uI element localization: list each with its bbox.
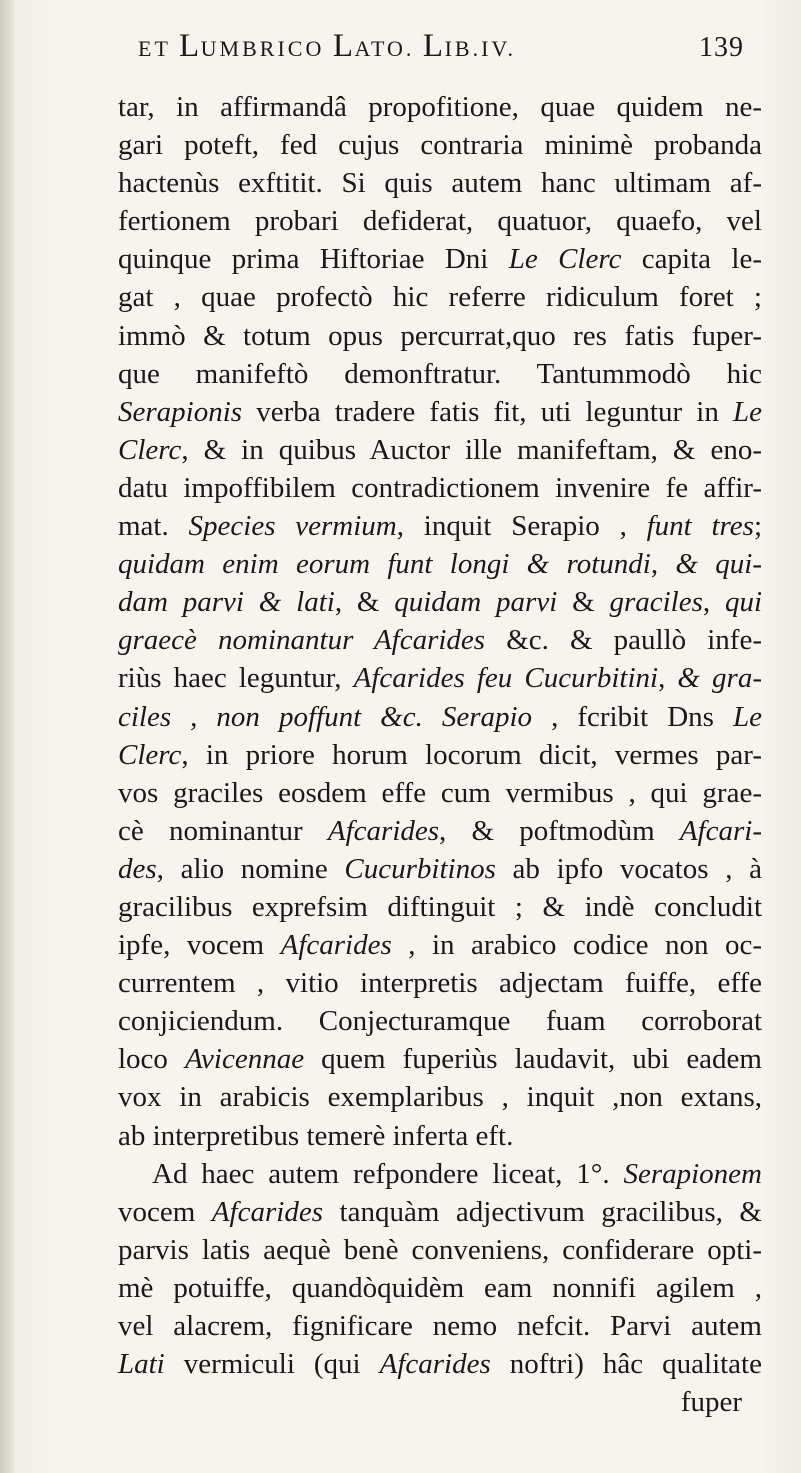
text-segment: datu impoffibilem contradictionem invenire fe affir- bbox=[118, 471, 762, 504]
text-segment: ; bbox=[753, 510, 762, 543]
text-segment: vermiculi (qui bbox=[164, 1348, 380, 1381]
text-segment: , & in quibus Auctor ille manifeftam, & eno- bbox=[181, 433, 762, 466]
italic-text: Clerc bbox=[118, 738, 182, 771]
text-segment: cè nominantur bbox=[118, 814, 328, 847]
italic-text: & qui- bbox=[675, 548, 762, 581]
italic-text: funt tres bbox=[646, 510, 754, 543]
text-segment: tanquàm adjectivum gracilibus, & bbox=[323, 1195, 762, 1228]
text-segment: gari poteft, fed cujus contraria minimè probanda bbox=[118, 129, 762, 162]
text-segment: , bbox=[658, 662, 678, 695]
italic-text: & gra- bbox=[677, 662, 763, 695]
italic-text: dam parvi & lati bbox=[118, 586, 335, 619]
title-prefix: ET bbox=[138, 36, 179, 61]
text-line bbox=[118, 621, 762, 659]
text-segment: tar, in affirmandâ propofitione, quae quidem ne- bbox=[118, 91, 762, 123]
title-initial-1: L bbox=[178, 28, 201, 64]
text-line bbox=[118, 583, 762, 621]
text-segment: & bbox=[557, 586, 610, 619]
text-segment: ab ipfo vocatos , à bbox=[495, 852, 762, 885]
text-segment: gracilibus exprefsim diftinguit ; & indè concludit bbox=[118, 890, 762, 923]
text-line bbox=[118, 964, 762, 1002]
text-segment: vel alacrem, fignificare nemo nefcit. Parvi autem bbox=[118, 1310, 762, 1342]
body-text bbox=[118, 88, 762, 1421]
text-line bbox=[118, 507, 762, 545]
italic-text: Cucurbitinos bbox=[344, 852, 496, 885]
text-line bbox=[118, 1345, 762, 1383]
title-initial-3: L bbox=[422, 28, 445, 64]
binding-edge bbox=[0, 0, 14, 1473]
text-segment: conjiciendum. Conjecturamque fuam corroborat bbox=[118, 1005, 762, 1038]
title-rest-2: ATO. bbox=[354, 36, 423, 61]
text-segment: riùs haec leguntur, bbox=[118, 662, 354, 695]
text-line bbox=[118, 1231, 762, 1269]
text-segment: vos graciles eosdem effe cum vermibus , qui grae- bbox=[118, 776, 762, 809]
italic-text: qui bbox=[724, 586, 762, 619]
italic-text: graecè nominantur Afcarides bbox=[118, 624, 486, 657]
text-line bbox=[118, 774, 762, 812]
text-segment: , in arabico codice non oc- bbox=[391, 929, 762, 962]
italic-text: Le Clerc bbox=[508, 243, 622, 276]
italic-text: des bbox=[118, 852, 157, 885]
title-rest-3: IB.IV. bbox=[444, 36, 516, 61]
page-number: 139 bbox=[699, 32, 744, 63]
text-segment: currentem , vitio interpretis adjectam fuiffe, effe bbox=[118, 967, 762, 1000]
italic-text: Afcarides feu Cucurbitini bbox=[353, 662, 659, 695]
text-line bbox=[118, 1078, 762, 1116]
text-line bbox=[118, 1155, 762, 1193]
text-segment: vox in arabicis exemplaribus , inquit ,non extans, bbox=[118, 1081, 762, 1114]
text-line bbox=[118, 88, 762, 126]
italic-text: Species vermium bbox=[188, 510, 397, 543]
italic-text: ciles , non poffunt &c. Serapio bbox=[118, 700, 533, 733]
text-segment: , in priore horum locorum dicit, vermes par- bbox=[181, 738, 762, 771]
italic-text: Le bbox=[732, 700, 762, 733]
text-segment: , & bbox=[334, 586, 395, 619]
text-line bbox=[118, 278, 762, 316]
text-segment: &c. & paullò infe- bbox=[485, 624, 762, 657]
text-segment: mè potuiffe, quandòquidèm eam nonnifi agilem , bbox=[118, 1271, 762, 1304]
text-segment: quem fuperiùs laudavit, ubi eadem bbox=[304, 1043, 762, 1076]
italic-text: Afcari- bbox=[679, 814, 762, 847]
italic-text: Serapionis bbox=[118, 395, 243, 428]
text-line bbox=[118, 317, 762, 355]
italic-text: Lati bbox=[118, 1348, 165, 1381]
text-line bbox=[118, 469, 762, 507]
text-line bbox=[118, 202, 762, 240]
text-segment: vocem bbox=[118, 1195, 212, 1228]
italic-text: Afcarides bbox=[211, 1195, 323, 1228]
italic-text: quidam enim eorum funt longi & rotundi bbox=[118, 548, 651, 581]
text-segment: mat. bbox=[118, 510, 189, 543]
text-line bbox=[118, 1307, 762, 1345]
text-line bbox=[118, 1269, 762, 1307]
text-line bbox=[118, 240, 762, 278]
text-line bbox=[118, 1117, 762, 1155]
italic-text: Afcarides bbox=[327, 814, 440, 847]
text-segment: fertionem probari defiderat, quatuor, quaefo, vel bbox=[118, 205, 762, 238]
italic-text: Le bbox=[733, 395, 762, 428]
text-segment: Ad haec autem refpondere liceat, 1°. bbox=[152, 1157, 624, 1190]
text-line bbox=[118, 355, 762, 393]
text-segment: hactenùs exftitit. Si quis autem hanc ultimam af- bbox=[118, 167, 762, 200]
italic-text: graciles bbox=[609, 586, 703, 619]
text-line bbox=[118, 545, 762, 583]
running-title bbox=[138, 28, 516, 65]
text-segment: , fcribit Dns bbox=[532, 700, 733, 733]
title-rest-1: UMBRICO bbox=[200, 36, 333, 61]
text-line bbox=[118, 431, 762, 469]
text-segment: , & poftmodùm bbox=[439, 814, 680, 847]
text-segment: , inquit Serapio , bbox=[396, 510, 647, 543]
text-segment: quinque prima Hiftoriae Dni bbox=[118, 243, 509, 276]
italic-text: Afcarides bbox=[379, 1348, 491, 1381]
text-line bbox=[118, 1193, 762, 1231]
text-line bbox=[118, 888, 762, 926]
text-segment: fuper bbox=[680, 1386, 742, 1419]
italic-text: quidam parvi bbox=[394, 586, 558, 619]
text-segment: parvis latis aequè benè conveniens, confiderare opti- bbox=[118, 1233, 762, 1266]
text-line bbox=[118, 1383, 762, 1421]
text-segment: gat , quae profectò hic referre ridiculum foret ; bbox=[118, 281, 762, 314]
italic-text: Afcarides bbox=[280, 929, 392, 962]
text-segment: immò & totum opus percurrat,quo res fatis fuper- bbox=[118, 319, 762, 352]
text-line bbox=[118, 698, 762, 736]
text-line bbox=[118, 126, 762, 164]
text-segment: , bbox=[650, 548, 676, 581]
text-line bbox=[118, 164, 762, 202]
text-segment: , alio nomine bbox=[156, 852, 345, 885]
text-line bbox=[118, 1040, 762, 1078]
text-segment: noftri) hâc qualitate bbox=[490, 1348, 762, 1381]
italic-text: Clerc bbox=[118, 433, 182, 466]
italic-text: Serapionem bbox=[623, 1157, 762, 1190]
text-line bbox=[118, 926, 762, 964]
text-segment: , bbox=[702, 586, 725, 619]
running-header bbox=[110, 20, 760, 76]
text-segment: ab interpretibus temerè inferta eft. bbox=[118, 1119, 514, 1152]
text-line bbox=[118, 393, 762, 431]
italic-text: Avicennae bbox=[184, 1043, 305, 1076]
text-line bbox=[118, 850, 762, 888]
text-line bbox=[118, 812, 762, 850]
text-segment: verba tradere fatis fit, uti leguntur in bbox=[242, 395, 733, 428]
text-segment: que manifeftò demonftratur. Tantummodò hic bbox=[118, 357, 762, 390]
text-segment: ipfe, vocem bbox=[118, 929, 281, 962]
text-segment: loco bbox=[118, 1043, 185, 1076]
title-initial-2: L bbox=[332, 28, 355, 64]
text-segment: capita le- bbox=[621, 243, 762, 276]
text-line bbox=[118, 736, 762, 774]
text-line bbox=[118, 1002, 762, 1040]
text-line bbox=[118, 659, 762, 697]
